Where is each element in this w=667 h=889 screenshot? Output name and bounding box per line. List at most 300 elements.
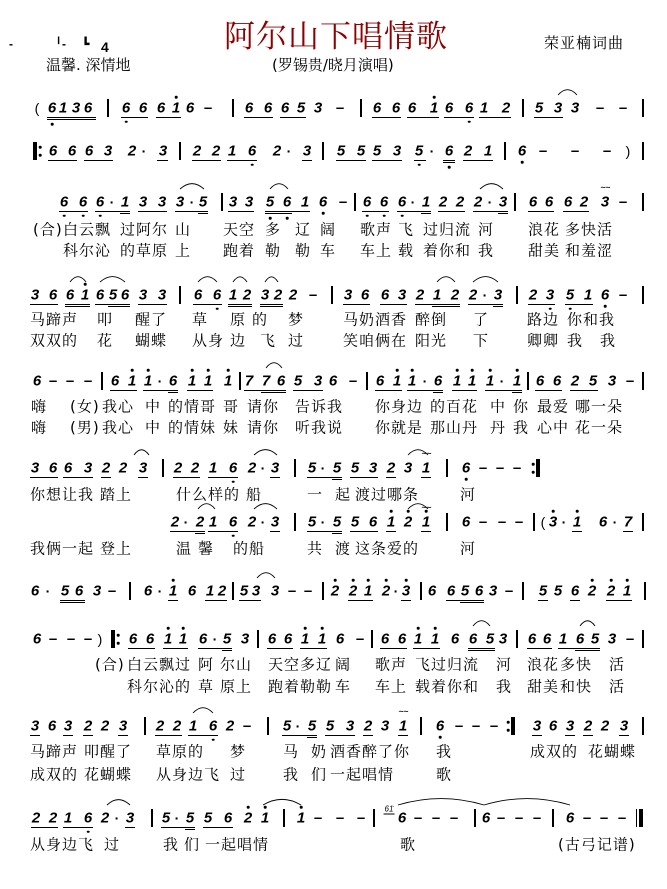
beam-underline	[307, 531, 342, 532]
sustain-dash: –	[471, 717, 481, 735]
lyric-text: 温	[176, 539, 193, 558]
beam-underline	[332, 533, 342, 534]
note-digit: 5	[307, 513, 317, 531]
barline	[516, 630, 517, 648]
note-digit: 2	[192, 142, 202, 160]
note-digit: 3	[619, 717, 629, 735]
lyric-text: (男)	[70, 418, 100, 437]
note-digit: 6	[83, 809, 93, 827]
octave-dot-above	[84, 283, 87, 286]
note-digit: 3	[565, 717, 575, 735]
augmentation-dot: ·	[260, 514, 266, 530]
sustain-dash: –	[107, 582, 117, 600]
lyric-text: 请你	[247, 418, 280, 437]
repeat-dot	[532, 463, 535, 466]
note-digit: 1	[178, 630, 188, 648]
barline	[642, 142, 643, 160]
lyric-text: 载着你和	[415, 677, 480, 696]
note-digit: 3	[368, 459, 378, 477]
sustain-dash: –	[338, 193, 348, 211]
augmentation-dot: ·	[45, 583, 51, 599]
barline	[144, 717, 145, 735]
barline	[446, 459, 447, 477]
note-digit: 3	[498, 630, 508, 648]
note-digit: 1	[421, 459, 431, 477]
note-digit: 2	[127, 142, 137, 160]
sustain-dash: –	[496, 809, 506, 827]
octave-dot-above	[207, 369, 210, 372]
song-title: 阿尔山下唱情歌	[224, 19, 448, 55]
lyric-text: 叩	[97, 310, 114, 329]
note-digit: 3	[138, 286, 148, 304]
note-digit: 1	[228, 286, 238, 304]
beam-underline	[282, 735, 317, 736]
beam-underline	[528, 211, 554, 212]
note-digit: 5	[460, 582, 470, 600]
octave-dot-above	[147, 369, 150, 372]
note-digit: 3	[175, 193, 185, 211]
note-digit: 1	[63, 809, 73, 827]
note-digit: 6	[187, 582, 197, 600]
beam-underline	[63, 735, 73, 736]
note-digit: 6	[48, 459, 58, 477]
lyric-text: 过	[230, 765, 247, 784]
sustain-dash: –	[538, 142, 548, 160]
note-digit: 1	[386, 513, 396, 531]
note-digit: 3	[244, 193, 254, 211]
note-digit: 2	[450, 286, 460, 304]
lyric-text: (古弓记谱)	[558, 835, 636, 854]
lyric-text: 天空	[223, 220, 256, 239]
note-digit: 6	[138, 99, 148, 117]
slur-arc	[398, 799, 484, 805]
beam-underline	[558, 648, 600, 649]
beam-underline	[143, 390, 178, 391]
beam-underline	[460, 602, 484, 603]
note-digit: 6	[282, 193, 292, 211]
note-digit: 1	[317, 630, 327, 648]
lyric-text: 过	[104, 835, 121, 854]
note-digit: 5	[356, 142, 366, 160]
lyric-text: 花一朵	[575, 418, 624, 437]
lyric-text: 登上	[100, 539, 133, 558]
note-digit: 6	[528, 193, 538, 211]
lyric-text: 浪花	[527, 655, 560, 674]
beam-underline	[138, 477, 148, 478]
lyric-text: 告诉我	[295, 397, 344, 416]
octave-dot-above	[417, 627, 420, 630]
note-digit: 5	[60, 582, 70, 600]
note-digit: 6	[168, 372, 178, 390]
octave-dot-below	[468, 120, 471, 123]
beam-underline	[175, 211, 208, 212]
note-digit: 2	[348, 582, 358, 600]
beam-underline	[348, 600, 373, 601]
note-digit: 5	[203, 809, 213, 827]
octave-dot-below	[401, 214, 404, 217]
barline	[322, 142, 323, 160]
beam-underline	[443, 160, 455, 161]
note-digit: 3	[397, 286, 407, 304]
beam-underline	[228, 211, 254, 212]
note-digit: 3	[313, 99, 323, 117]
note-digit: 2	[247, 459, 257, 477]
octave-dot-above	[191, 369, 194, 372]
note-digit: 6	[128, 630, 138, 648]
note-digit: 5	[108, 286, 118, 304]
repeat-dot	[532, 471, 535, 474]
note-digit: 1	[296, 809, 306, 827]
lyric-text: 我	[513, 418, 530, 437]
beam-underline	[265, 213, 292, 214]
octave-dot-above	[576, 510, 579, 513]
sustain-dash: –	[48, 630, 58, 648]
lyric-text: 载	[398, 241, 415, 260]
note-digit: 1	[622, 582, 632, 600]
note-digit: 3	[260, 286, 270, 304]
beam-underline	[444, 117, 474, 118]
augmentation-dot: ·	[174, 810, 180, 826]
octave-dot-below	[269, 217, 272, 220]
note-digit: 5	[198, 193, 208, 211]
octave-dot-below	[521, 161, 524, 164]
note-digit: 5	[590, 630, 600, 648]
beam-underline	[260, 304, 283, 305]
barline	[283, 809, 284, 827]
beam-underline	[363, 735, 373, 736]
note-digit: 2	[600, 717, 610, 735]
note-digit: 1	[479, 99, 489, 117]
lyric-text: 我	[283, 765, 300, 784]
sustain-dash: –	[514, 809, 524, 827]
note-digit: 2	[272, 142, 282, 160]
beam-underline	[60, 600, 85, 601]
lyric-text: 飞	[260, 331, 277, 350]
lyric-text: 多快	[560, 655, 593, 674]
lyric-text: 奶	[311, 742, 328, 761]
note-digit: 6	[565, 809, 575, 827]
beam-underline	[468, 650, 495, 651]
beam-underline	[479, 117, 511, 118]
note-digit: 6	[65, 286, 75, 304]
lyric-text: 飞过归流	[415, 655, 480, 674]
note-digit: 6	[208, 717, 218, 735]
note-digit: 1	[127, 372, 137, 390]
performers-credit: (罗锡贵/晓月演唱)	[272, 56, 394, 74]
note-digit: 6	[95, 286, 105, 304]
note-digit: 2	[155, 717, 165, 735]
sustain-dash: –	[625, 372, 635, 390]
lyric-text: 什么样的	[176, 485, 241, 504]
slur-arc	[70, 277, 86, 282]
note-digit: 2	[415, 286, 425, 304]
note-digit: 6	[247, 142, 257, 160]
note-digit: 2	[501, 99, 511, 117]
lyric-text: 从身边飞	[30, 835, 95, 854]
octave-dot-below	[82, 214, 85, 217]
barline	[642, 372, 643, 390]
beam-underline	[192, 160, 221, 161]
note-digit: 3	[401, 582, 411, 600]
beam-underline	[421, 477, 431, 478]
note-digit: 1	[208, 459, 218, 477]
barline	[294, 513, 295, 531]
note-digit: 1	[467, 372, 477, 390]
repeat-dot	[117, 642, 120, 645]
octave-dot-above	[591, 579, 594, 582]
lyric-text: 最爱	[537, 397, 570, 416]
note-digit: 6	[32, 372, 42, 390]
note-digit: 1	[432, 286, 442, 304]
lyric-text: 原上	[220, 677, 253, 696]
note-digit: 3	[493, 286, 503, 304]
lyric-text: 渡过哪条	[355, 485, 420, 504]
lyric-text: 我	[478, 241, 495, 260]
barline	[446, 513, 447, 531]
barline	[420, 717, 421, 735]
slur-arc	[254, 450, 277, 455]
beam-underline	[401, 600, 411, 601]
beam-underline	[84, 160, 113, 161]
lyric-text: 河	[460, 485, 477, 504]
octave-dot-below	[232, 534, 235, 537]
barline	[642, 286, 643, 304]
note-digit: 6	[375, 372, 385, 390]
barline	[514, 193, 515, 211]
note-digit: 3	[30, 286, 40, 304]
note-digit: 3	[553, 99, 563, 117]
lyric-text: 你身边	[375, 397, 424, 416]
repeat-end-barline	[511, 717, 515, 735]
octave-dot-below	[212, 738, 215, 741]
sustain-dash: –	[356, 809, 366, 827]
sustain-dash: –	[478, 459, 488, 477]
note-digit: 1	[205, 582, 215, 600]
sustain-dash: –	[83, 372, 93, 390]
beam-underline	[195, 533, 205, 534]
beam-underline	[168, 392, 178, 393]
lyric-text: 和羞涩	[565, 241, 614, 260]
lyric-text: 歌	[400, 835, 417, 854]
lyric-text: 草	[198, 677, 215, 696]
note-digit: 6	[368, 513, 378, 531]
octave-dot-above	[433, 96, 436, 99]
octave-dot-above	[247, 806, 250, 809]
beam-underline	[265, 211, 310, 212]
sustain-dash: –	[532, 809, 542, 827]
beam-underline	[83, 735, 93, 736]
note-digit: 2	[438, 193, 448, 211]
octave-dot-above	[367, 579, 370, 582]
octave-dot-above	[175, 96, 178, 99]
note-digit: 2	[83, 717, 93, 735]
note-digit: 6	[48, 286, 58, 304]
barline	[522, 582, 523, 600]
ornament-mark: ~~	[398, 707, 408, 716]
note-digit: 3	[545, 286, 555, 304]
lyric-text: 花蝴蝶	[84, 765, 133, 784]
augmentation-dot: ·	[482, 287, 488, 303]
open-parenthesis: (	[540, 514, 546, 530]
note-digit: 3	[380, 717, 390, 735]
barline	[371, 630, 372, 648]
lyric-text: 我心	[102, 397, 135, 416]
lyric-text: 多	[265, 220, 282, 239]
sustain-dash: –	[495, 459, 505, 477]
note-digit: 3	[103, 142, 113, 160]
beam-underline	[386, 531, 396, 532]
key-signature-fragment: -	[62, 37, 66, 51]
augmentation-dot: ·	[429, 143, 435, 159]
sustain-dash: –	[514, 513, 524, 531]
beam-underline	[570, 600, 580, 601]
beam-underline	[63, 827, 93, 828]
note-digit: 6	[32, 630, 42, 648]
note-digit: 6	[212, 286, 222, 304]
beam-underline	[128, 648, 155, 649]
note-digit: 6	[461, 513, 471, 531]
barline	[642, 99, 643, 117]
note-digit: 1	[163, 630, 173, 648]
beam-underline	[60, 602, 85, 603]
note-digit: 3	[228, 193, 238, 211]
sustain-dash: –	[478, 513, 488, 531]
beam-underline	[267, 648, 293, 649]
lyric-text: 请你	[247, 397, 280, 416]
slur-arc	[558, 90, 577, 95]
beam-underline	[398, 735, 408, 736]
note-digit: 2	[330, 582, 340, 600]
beam-underline	[407, 117, 439, 118]
lyric-text: 从身边飞	[156, 765, 221, 784]
sustain-dash: –	[504, 582, 514, 600]
lyric-text: 共	[307, 539, 324, 558]
note-digit: 6	[120, 286, 130, 304]
repeat-dot	[39, 154, 42, 157]
lyric-text: 成双的	[30, 765, 79, 784]
note-digit: 6	[397, 809, 407, 827]
note-digit: 3	[302, 142, 312, 160]
beam-underline	[407, 390, 443, 391]
note-digit: 6	[228, 513, 238, 531]
beam-underline	[47, 119, 96, 120]
beam-underline	[336, 160, 366, 161]
open-parenthesis: (	[34, 100, 40, 116]
beam-underline	[452, 390, 477, 391]
note-digit: 1	[583, 286, 593, 304]
lyric-text: 起	[335, 485, 352, 504]
lyric-text: 心中	[537, 418, 570, 437]
repeat-start-barline	[33, 142, 37, 160]
octave-dot-below	[125, 120, 128, 123]
beam-underline	[463, 160, 493, 161]
note-digit: 2	[583, 717, 593, 735]
lyricist-composer-credit: 荣亚楠词曲	[544, 34, 625, 52]
key-signature-fragment: ╵	[55, 37, 63, 51]
lyric-text: 白云飘	[63, 220, 112, 239]
octave-dot-below	[51, 123, 54, 126]
lyric-text: 和快	[560, 677, 593, 696]
lyric-text: 河	[496, 655, 513, 674]
repeat-dot	[507, 729, 510, 732]
note-digit: 1	[572, 513, 582, 531]
octave-dot-below	[251, 163, 254, 166]
lyric-text: 中	[145, 418, 162, 437]
octave-dot-above	[172, 579, 175, 582]
note-digit: 3	[270, 459, 280, 477]
lyric-text: 醒了	[135, 310, 168, 329]
lyric-text: 草	[192, 310, 209, 329]
beam-underline	[185, 829, 195, 830]
lyric-text: 那山丹	[430, 418, 479, 437]
beam-underline	[173, 477, 200, 478]
note-digit: 3	[345, 717, 355, 735]
lyric-text: 们	[184, 835, 201, 854]
note-digit: 6	[145, 630, 155, 648]
beam-underline	[572, 531, 582, 532]
note-digit: 5	[565, 286, 575, 304]
beam-underline	[362, 211, 389, 212]
lyric-text: 们	[311, 765, 328, 784]
lyric-text: 成双的	[530, 742, 579, 761]
lyric-text: 过归流	[423, 220, 472, 239]
barline	[642, 717, 643, 735]
note-digit: 5	[307, 717, 317, 735]
barline	[474, 809, 475, 827]
sustain-dash: –	[617, 809, 627, 827]
slur-arc	[180, 184, 204, 189]
note-digit: 3	[532, 717, 542, 735]
beam-underline	[534, 117, 563, 118]
beam-underline	[30, 735, 40, 736]
lyric-text: 过阿尔	[120, 220, 169, 239]
beam-underline	[528, 304, 555, 305]
beam-underline	[270, 531, 280, 532]
note-digit: 6	[444, 99, 454, 117]
octave-dot-above	[352, 579, 355, 582]
barline	[232, 99, 233, 117]
note-digit: 2	[211, 142, 221, 160]
octave-dot-below	[232, 480, 235, 483]
note-digit: 1	[392, 372, 402, 390]
sustain-dash: –	[413, 809, 423, 827]
lyric-text: 我俩一起	[30, 539, 95, 558]
beam-underline	[350, 531, 378, 532]
note-digit: 3	[157, 286, 167, 304]
beam-underline	[565, 735, 575, 736]
beam-underline	[300, 648, 327, 649]
note-digit: 2	[195, 513, 205, 531]
octave-dot-above	[489, 369, 492, 372]
beam-underline	[208, 477, 238, 478]
lyric-text: 蝴蝶	[135, 331, 168, 350]
note-digit: 3	[343, 286, 353, 304]
lyric-text: 活	[609, 677, 626, 696]
lyric-text: 双双的	[30, 331, 79, 350]
beam-underline	[372, 117, 401, 118]
lyric-text: 我	[163, 835, 180, 854]
lyric-text: 梦	[230, 742, 247, 761]
octave-dot-above	[471, 369, 474, 372]
beam-underline	[198, 648, 232, 649]
note-digit: 2	[570, 372, 580, 390]
beam-underline	[157, 160, 168, 161]
beam-underline	[535, 390, 562, 391]
lyric-text: 你和我	[567, 310, 616, 329]
sustain-dash: –	[313, 809, 323, 827]
slur-arc	[437, 277, 455, 282]
lyric-text: (合)	[95, 655, 125, 674]
